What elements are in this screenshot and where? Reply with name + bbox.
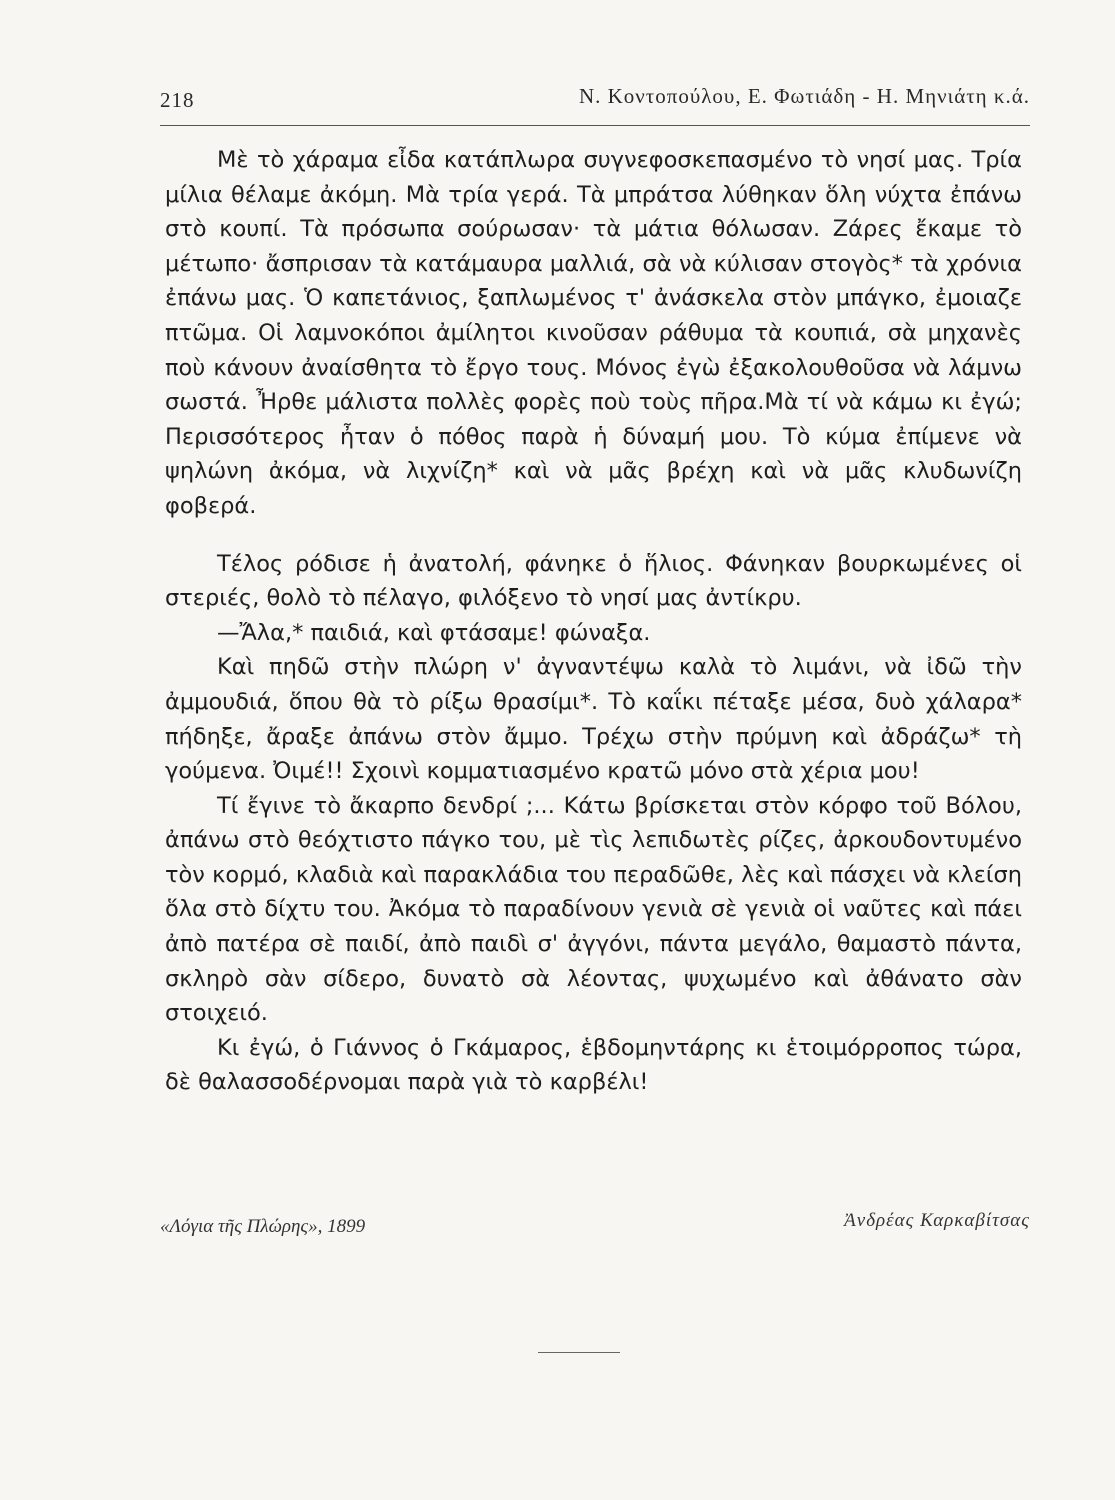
end-rule bbox=[538, 1352, 620, 1353]
running-head: Ν. Κοντοπούλου, Ε. Φωτιάδη - Η. Μηνιάτη κ.ά. bbox=[578, 84, 1030, 108]
page-header bbox=[160, 82, 1030, 112]
page-number: 218 bbox=[160, 88, 195, 112]
attribution bbox=[160, 1210, 1030, 1250]
author-name: Ἀνδρέας Καρκαβίτσας bbox=[844, 1210, 1030, 1231]
paragraph-3: —Ἄλα,* παιδιά, καὶ φτάσαμε! φώναξα. bbox=[217, 619, 651, 646]
paragraph-2: Τέλος ρόδισε ἡ ἀνατολή, φάνηκε ὁ ἥλιος. Φάνηκαν βουρκωμένες οἱ στεριές, θολὸ τὸ πέλαγο, φιλόξενο τὸ νησί μας ἀντίκρυ. bbox=[165, 550, 1022, 612]
paragraph-6: Κι ἐγώ, ὁ Γιάννος ὁ Γκάμαρος, ἑβδομηντάρης κι ἑτοιμόρροπος τώρα, δὲ θαλασσοδέρνομαι παρὰ γιὰ τὸ καρβέλι! bbox=[165, 1034, 1022, 1096]
paragraph-1: Μὲ τὸ χάραμα εἶδα κατάπλωρα συγνεφοσκεπασμένο τὸ νησί μας. Τρία μίλια θέλαμε ἀκόμη. Μὰ τρία γερά. Τὰ μπράτσα λύθηκαν ὅλη νύχτα ἐπάνω στὸ κουπί. Τὰ πρόσωπα σούρωσαν· τὰ μάτια θόλωσαν. Ζάρες ἔκαμε τὸ μέτωπο· ἄσπρισαν τὰ κατάμαυρα μαλλιά, σὰ νὰ κύλισαν στογὸς* τὰ χρόνια ἐπάνω μας. Ὁ καπετάνιος, ξαπλωμένος τ' ἀνάσκελα στὸν μπάγκο, ἐμοιαζε πτῶμα. Οἱ λαμνοκόποι ἀμίλητοι κινοῦσαν ράθυμα τὰ κουπιά, σὰ μηχανὲς ποὺ κάνουν ἀναίσθητα τὸ ἔργο τους. Μόνος ἐγὼ ἐξακολουθοῦσα νὰ λάμνω σωστά. Ἦρθε μάλιστα πολλὲς φορὲς ποὺ τοὺς πῆρα.Μὰ τί νὰ κάμω κι ἐγώ; Περισσότερος ἦταν ὁ πόθος παρὰ ἡ δύναμή μου. Τὸ κύμα ἐπίμενε νὰ ψηλώνη ἀκόμα, νὰ λιχνίζη* καὶ νὰ μᾶς βρέχη καὶ νὰ μᾶς κλυδωνίζη φοβερά. bbox=[165, 147, 1022, 519]
header-rule bbox=[160, 125, 1030, 126]
source-citation: «Λόγια τῆς Πλώρης», 1899 bbox=[160, 1216, 366, 1237]
paragraph-4: Καὶ πηδῶ στὴν πλώρη ν' ἀγναντέψω καλὰ τὸ λιμάνι, νὰ ἰδῶ τὴν ἀμμουδιά, ὅπου θὰ τὸ ρίξω θρασίμι*. Τὸ καΐκι πέταξε μέσα, δυὸ χάλαρα* πήδηξε, ἄραξε ἀπάνω στὸν ἄμμο. Τρέχω στὴν πρύμνη καὶ ἀδράζω* τὴ γούμενα. Ὀιμέ!! Σχοινὶ κομματιασμένο κρατῶ μόνο στὰ χέρια μου! bbox=[165, 654, 1022, 785]
paragraph-5: Τί ἔγινε τὸ ἄκαρπο δενδρί ;... Κάτω βρίσκεται στὸν κόρφο τοῦ Βόλου, ἀπάνω στὸ θεόχτιστο πάγκο του, μὲ τὶς λεπιδωτὲς ρίζες, ἀρκουδοντυμένο τὸν κορμό, κλαδιὰ καὶ παρακλάδια του περαδῶθε, λὲς καὶ πάσχει νὰ κλείση ὅλα στὸ δίχτυ του. Ἀκόμα τὸ παραδίνουν γενιὰ σὲ γενιὰ οἱ ναῦτες καὶ πάει ἀπὸ πατέρα σὲ παιδί, ἀπὸ παιδὶ σ' ἀγγόνι, πάντα μεγάλο, θαμαστὸ πάντα, σκληρὸ σὰν σίδερο, δυνατὸ σὰ λέοντας, ψυχωμένο καὶ ἀθάνατο σὰν στοιχειό. bbox=[165, 792, 1022, 1027]
body-text bbox=[165, 143, 1022, 1100]
